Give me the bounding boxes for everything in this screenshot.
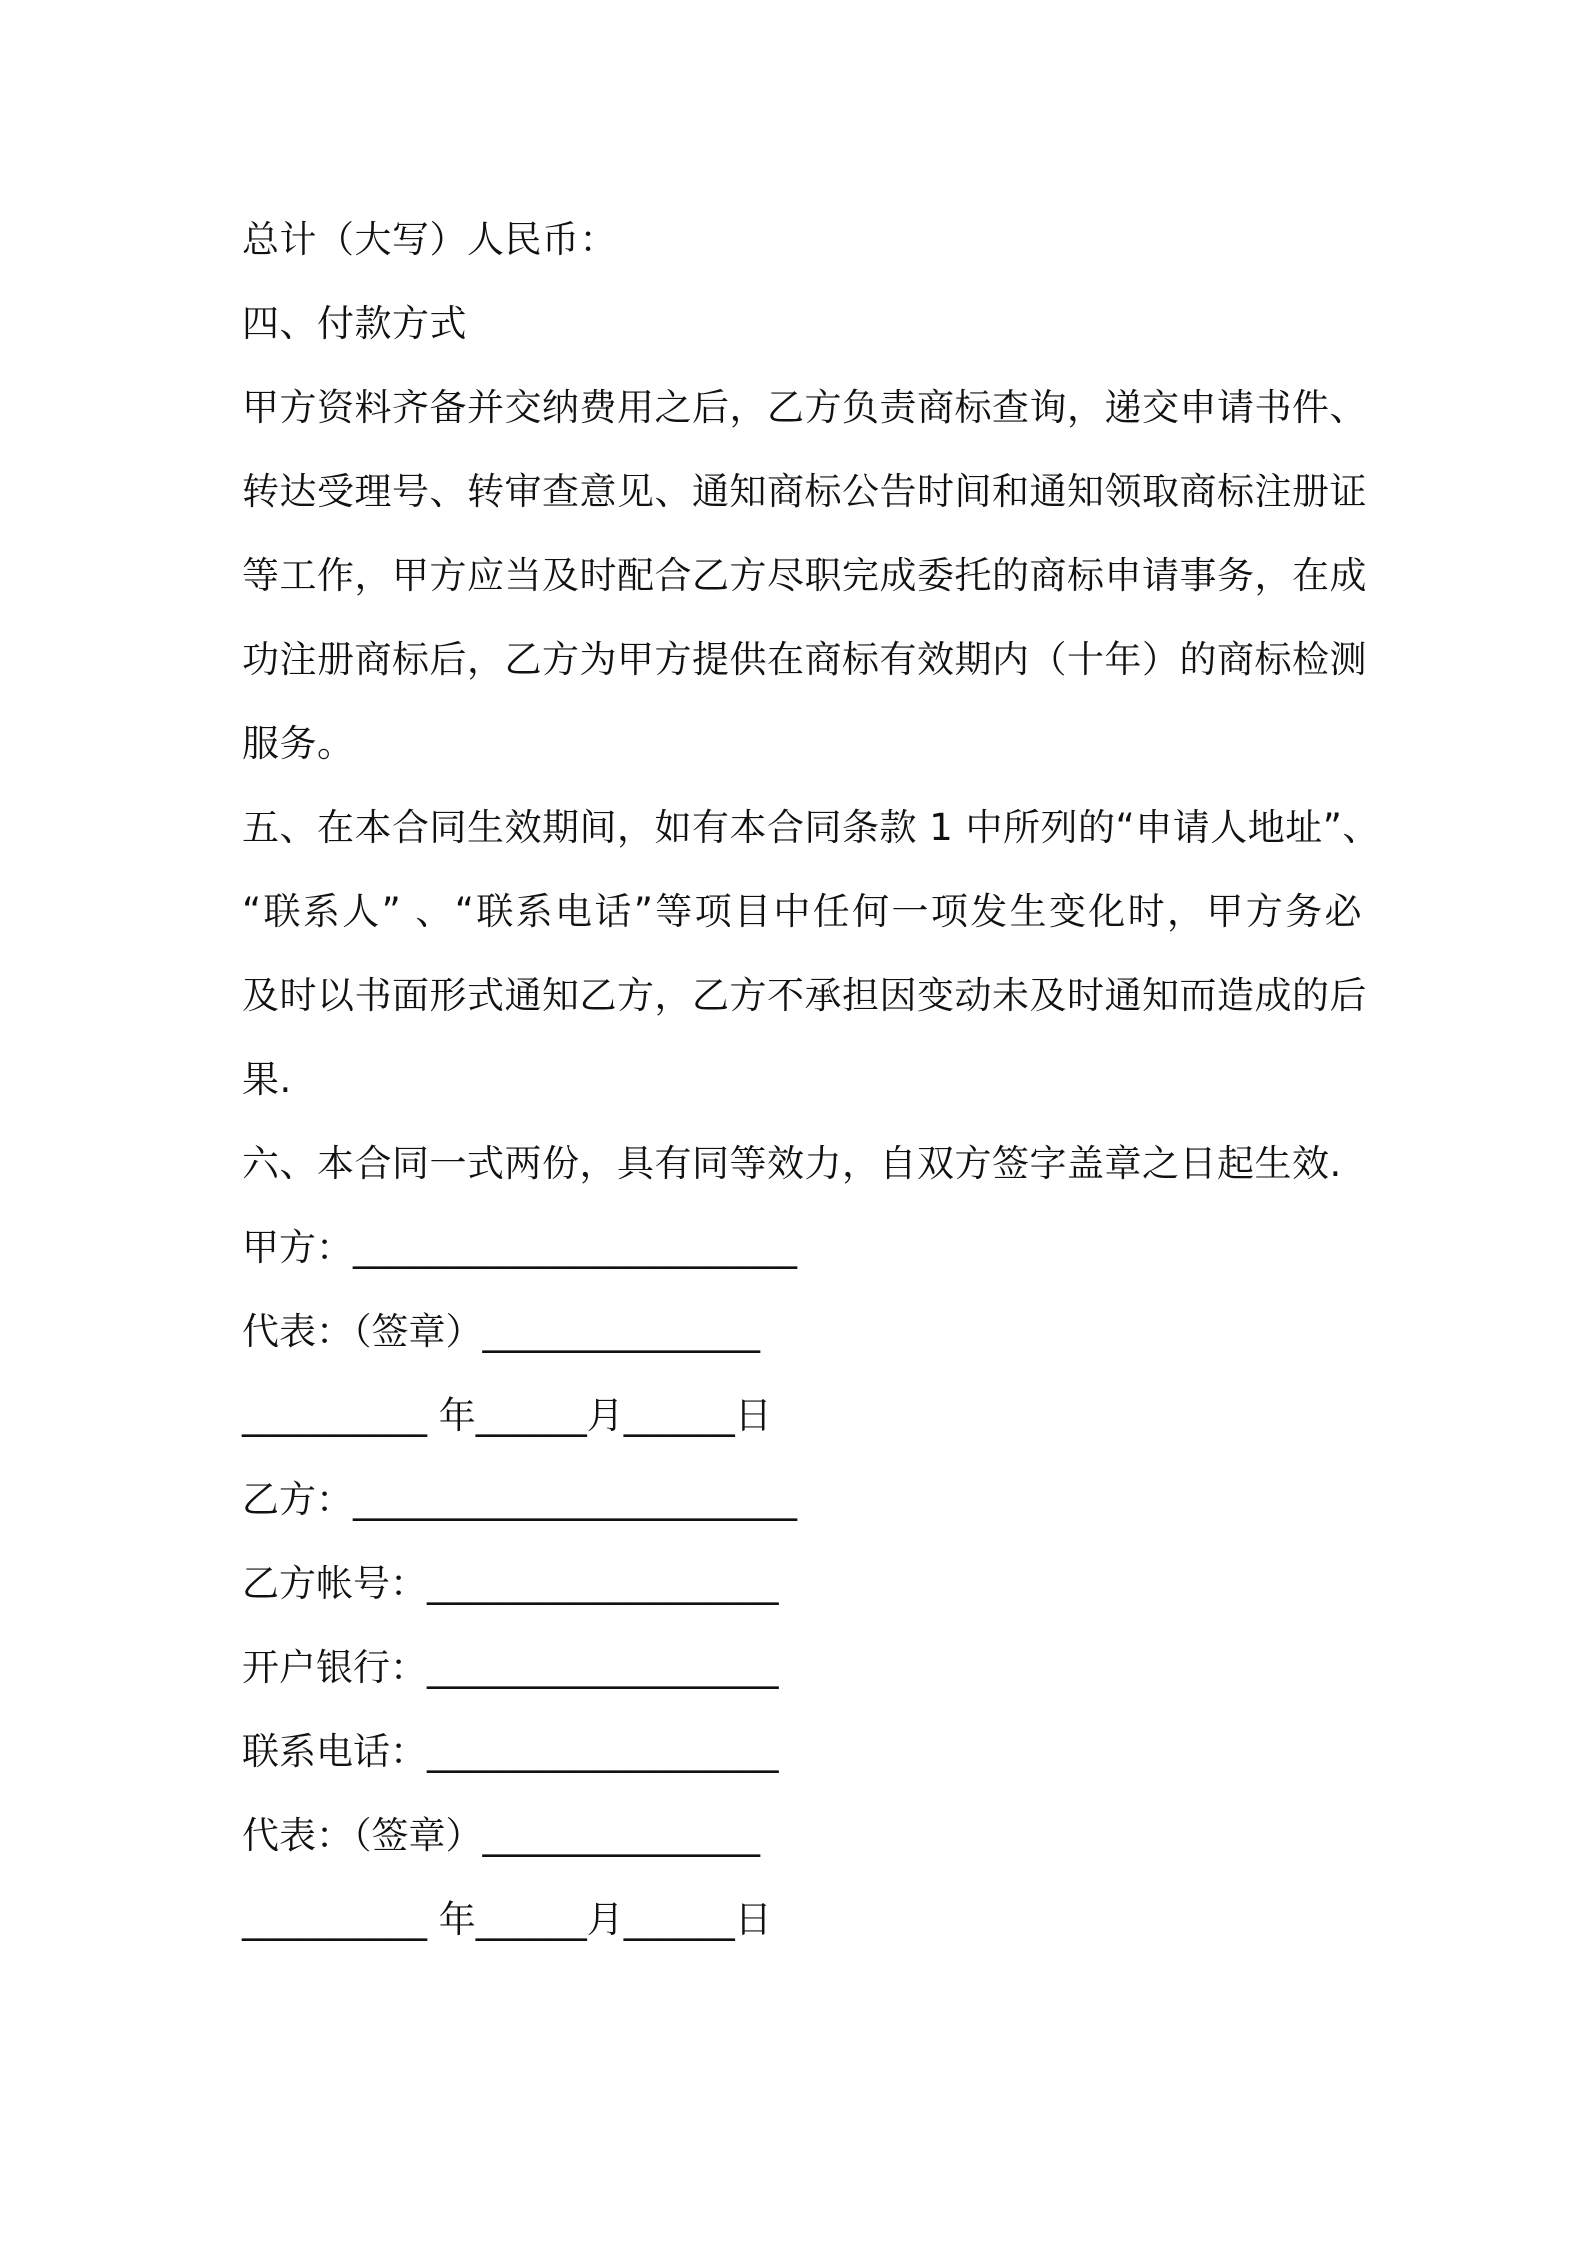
party-b-account-line: 乙方帐号：___________________ — [242, 1562, 779, 1605]
paragraph-line: 服务。 — [242, 722, 355, 765]
party-b-representative-line: 代表：（签章）_______________ — [242, 1814, 760, 1857]
paragraph-line: 转达受理号、转审查意见、通知商标公告时间和通知领取商标注册证 — [242, 470, 1367, 513]
paragraph-line: 甲方资料齐备并交纳费用之后，乙方负责商标查询，递交申请书件、 — [242, 386, 1367, 429]
paragraph-line: “联系人” 、“联系电话”等项目中任何一项发生变化时，甲方务必 — [242, 890, 1362, 933]
paragraph-line: 果. — [242, 1058, 292, 1101]
party-a-representative-line: 代表：（签章）_______________ — [242, 1310, 760, 1353]
paragraph-line: 五、在本合同生效期间，如有本合同条款 1 中所列的“申请人地址”、 — [242, 806, 1380, 849]
section-5-paragraph — [242, 786, 1380, 1122]
paragraph-line: 功注册商标后，乙方为甲方提供在商标有效期内（十年）的商标检测 — [242, 638, 1367, 681]
document-body — [242, 198, 1380, 1962]
party-a-date-line: __________ 年______月______日 — [242, 1394, 772, 1437]
section-4-paragraph — [242, 366, 1367, 786]
section-4-heading: 四、付款方式 — [242, 302, 467, 345]
paragraph-line: 等工作，甲方应当及时配合乙方尽职完成委托的商标申请事务，在成 — [242, 554, 1367, 597]
party-b-signature-block — [242, 1458, 1362, 1962]
party-b-phone-line: 联系电话：___________________ — [242, 1730, 779, 1773]
paragraph-line: 及时以书面形式通知乙方，乙方不承担因变动未及时通知而造成的后 — [242, 974, 1367, 1017]
section-6-paragraph: 六、本合同一式两份，具有同等效力，自双方签字盖章之日起生效. — [242, 1142, 1342, 1185]
party-a-signature-block — [242, 1206, 1362, 1458]
party-a-name-line: 甲方：________________________ — [242, 1226, 797, 1269]
party-b-bank-line: 开户银行：___________________ — [242, 1646, 779, 1689]
party-b-name-line: 乙方：________________________ — [242, 1478, 797, 1521]
total-amount-line: 总计（大写）人民币： — [242, 218, 617, 261]
party-b-date-line: __________ 年______月______日 — [242, 1898, 772, 1941]
